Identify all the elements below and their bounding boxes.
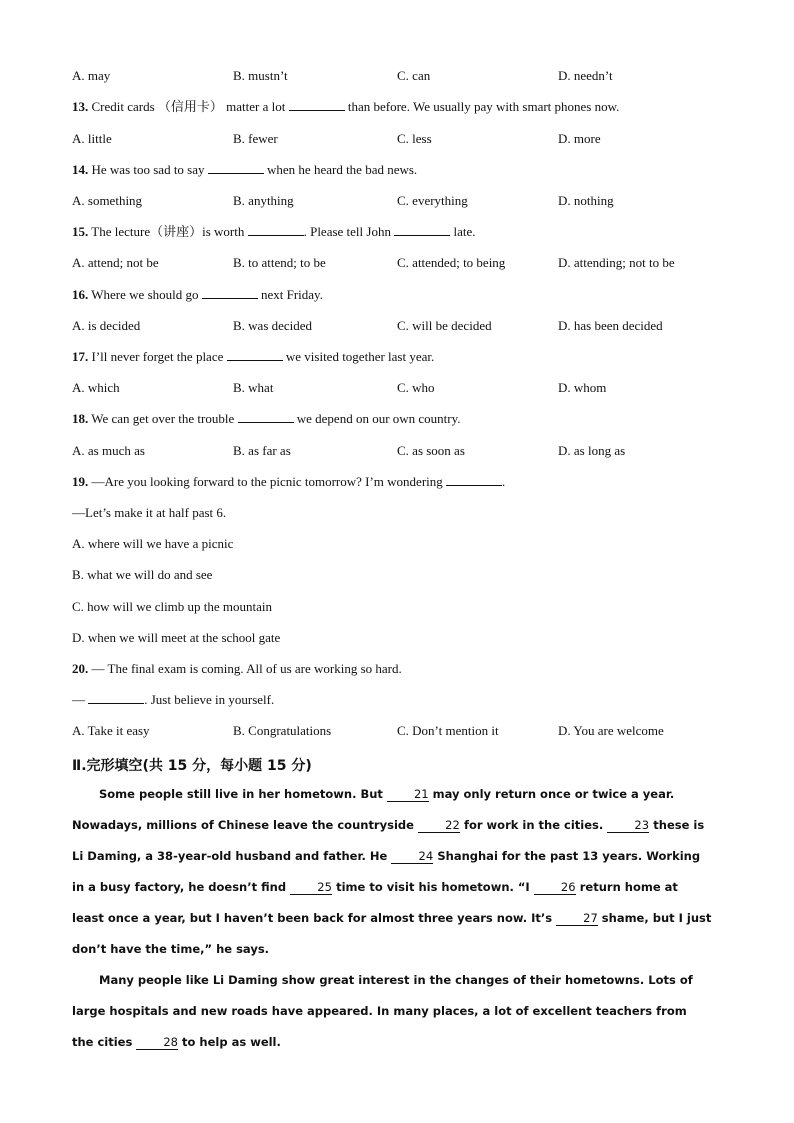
question-text: . Please tell John: [303, 224, 391, 239]
option-c: C. Don’t mention it: [397, 723, 499, 738]
option-b: B. what we will do and see: [72, 567, 213, 582]
option-a: A. is decided: [72, 318, 141, 333]
option-c: C. everything: [397, 193, 468, 208]
option-b: B. anything: [233, 193, 294, 208]
option-c: C. attended; to being: [397, 255, 506, 270]
question-text: Where we should go: [91, 287, 199, 302]
dialogue-reply: —Let’s make it at half past 6.: [72, 505, 227, 520]
option-b: B. was decided: [233, 318, 313, 333]
answer-blank: [227, 349, 283, 361]
answer-blank: [238, 411, 294, 423]
question-text: I’ll never forget the place: [91, 349, 224, 364]
cloze-gap-24: 24: [391, 850, 433, 864]
question-18: [72, 411, 461, 427]
option-a: A. something: [72, 193, 143, 208]
question-19: [72, 474, 505, 490]
option-b: B. Congratulations: [233, 723, 332, 738]
question-number: 17.: [72, 349, 89, 364]
question-text: We can get over the trouble: [91, 411, 235, 426]
question-text: than before. We usually pay with smart phones now.: [347, 99, 620, 114]
paragraph-1: Some people still live in her hometown. But 21 may only return once or twice a year. Nowadays, millions of Chinese leave the countryside 22 for work in the cities. 23 these is Li Daming, a 38-year-old husband and father. He 24 Shanghai for the past 13 years. Working in a busy factory, he doesn’t find 25 time to visit his hometown. “I 26 return home at least once a year, but I haven’t been back for almost three years now. It’s 27 shame, but I just don’t have the time,” he says.: [72, 787, 712, 956]
answer-blank: [446, 474, 502, 486]
question-text: when he heard the bad news.: [267, 162, 418, 177]
question-text: —Are you looking forward to the picnic tomorrow? I’m wondering: [91, 474, 443, 489]
cloze-gap-25: 25: [290, 881, 332, 895]
question-text: He was too sad to say: [91, 162, 205, 177]
option-d: D. whom: [558, 380, 607, 395]
option-c: C. will be decided: [397, 318, 492, 333]
option-d: D. attending; not to be: [558, 255, 675, 270]
question-text: late.: [453, 224, 476, 239]
cloze-gap-27: 27: [556, 912, 598, 926]
question-number: 16.: [72, 287, 89, 302]
option-c: C. less: [397, 131, 432, 146]
answer-blank: [208, 162, 264, 174]
cloze-passage: [72, 779, 712, 1058]
option-c: C. as soon as: [397, 443, 465, 458]
question-17: [72, 349, 434, 365]
option-a: A. little: [72, 131, 112, 146]
question-number: 13.: [72, 99, 89, 114]
answer-blank: [289, 99, 345, 111]
option-b: B. fewer: [233, 131, 278, 146]
question-text: — The final exam is coming. All of us are working so hard.: [91, 661, 402, 676]
option-d: D. has been decided: [558, 318, 663, 333]
question-text: next Friday.: [260, 287, 323, 302]
question-number: 20.: [72, 661, 89, 676]
answer-blank: [88, 692, 144, 704]
section-heading: Ⅱ.完形填空(共 15 分，每小题 15 分): [72, 758, 312, 774]
paragraph-2: Many people like Li Daming show great interest in the changes of their hometowns. Lots of large hospitals and new roads have appeared. In many places, a lot of excellent teachers from the cities 28 to help as well.: [72, 973, 693, 1049]
dialogue-reply: [72, 692, 274, 708]
option-a: A. Take it easy: [72, 723, 150, 738]
option-d: D. nothing: [558, 193, 614, 208]
question-number: 15.: [72, 224, 89, 239]
option-d: D. needn’t: [558, 68, 613, 83]
question-15: [72, 224, 476, 240]
question-20: [72, 661, 402, 677]
question-text: we visited together last year.: [285, 349, 435, 364]
option-b: B. mustn’t: [233, 68, 288, 83]
question-text: .: [502, 474, 506, 489]
option-a: A. where will we have a picnic: [72, 536, 234, 551]
option-b: B. what: [233, 380, 274, 395]
question-number: 18.: [72, 411, 89, 426]
option-b: B. to attend; to be: [233, 255, 326, 270]
cloze-gap-22: 22: [418, 819, 460, 833]
option-a: A. which: [72, 380, 120, 395]
cloze-gap-21: 21: [387, 788, 429, 802]
question-text: we depend on our own country.: [296, 411, 461, 426]
cloze-gap-28: 28: [136, 1036, 178, 1050]
option-c: C. who: [397, 380, 435, 395]
option-d: D. as long as: [558, 443, 626, 458]
question-13: [72, 99, 619, 115]
answer-blank: [394, 224, 450, 236]
question-number: 19.: [72, 474, 89, 489]
dash: —: [72, 692, 85, 707]
cloze-gap-23: 23: [607, 819, 649, 833]
cloze-gap-26: 26: [534, 881, 576, 895]
question-14: [72, 162, 417, 178]
question-text: . Just believe in yourself.: [144, 692, 275, 707]
question-text: Credit cards （信用卡） matter a lot: [91, 99, 286, 114]
option-c: C. how will we climb up the mountain: [72, 599, 273, 614]
question-text: The lecture（讲座）is worth: [91, 224, 245, 239]
option-a: A. attend; not be: [72, 255, 159, 270]
option-d: D. when we will meet at the school gate: [72, 630, 281, 645]
question-number: 14.: [72, 162, 89, 177]
answer-blank: [248, 224, 304, 236]
option-d: D. more: [558, 131, 601, 146]
option-a: A. may: [72, 68, 111, 83]
answer-blank: [202, 287, 258, 299]
option-a: A. as much as: [72, 443, 145, 458]
option-b: B. as far as: [233, 443, 291, 458]
option-d: D. You are welcome: [558, 723, 664, 738]
question-16: [72, 287, 323, 303]
option-c: C. can: [397, 68, 431, 83]
